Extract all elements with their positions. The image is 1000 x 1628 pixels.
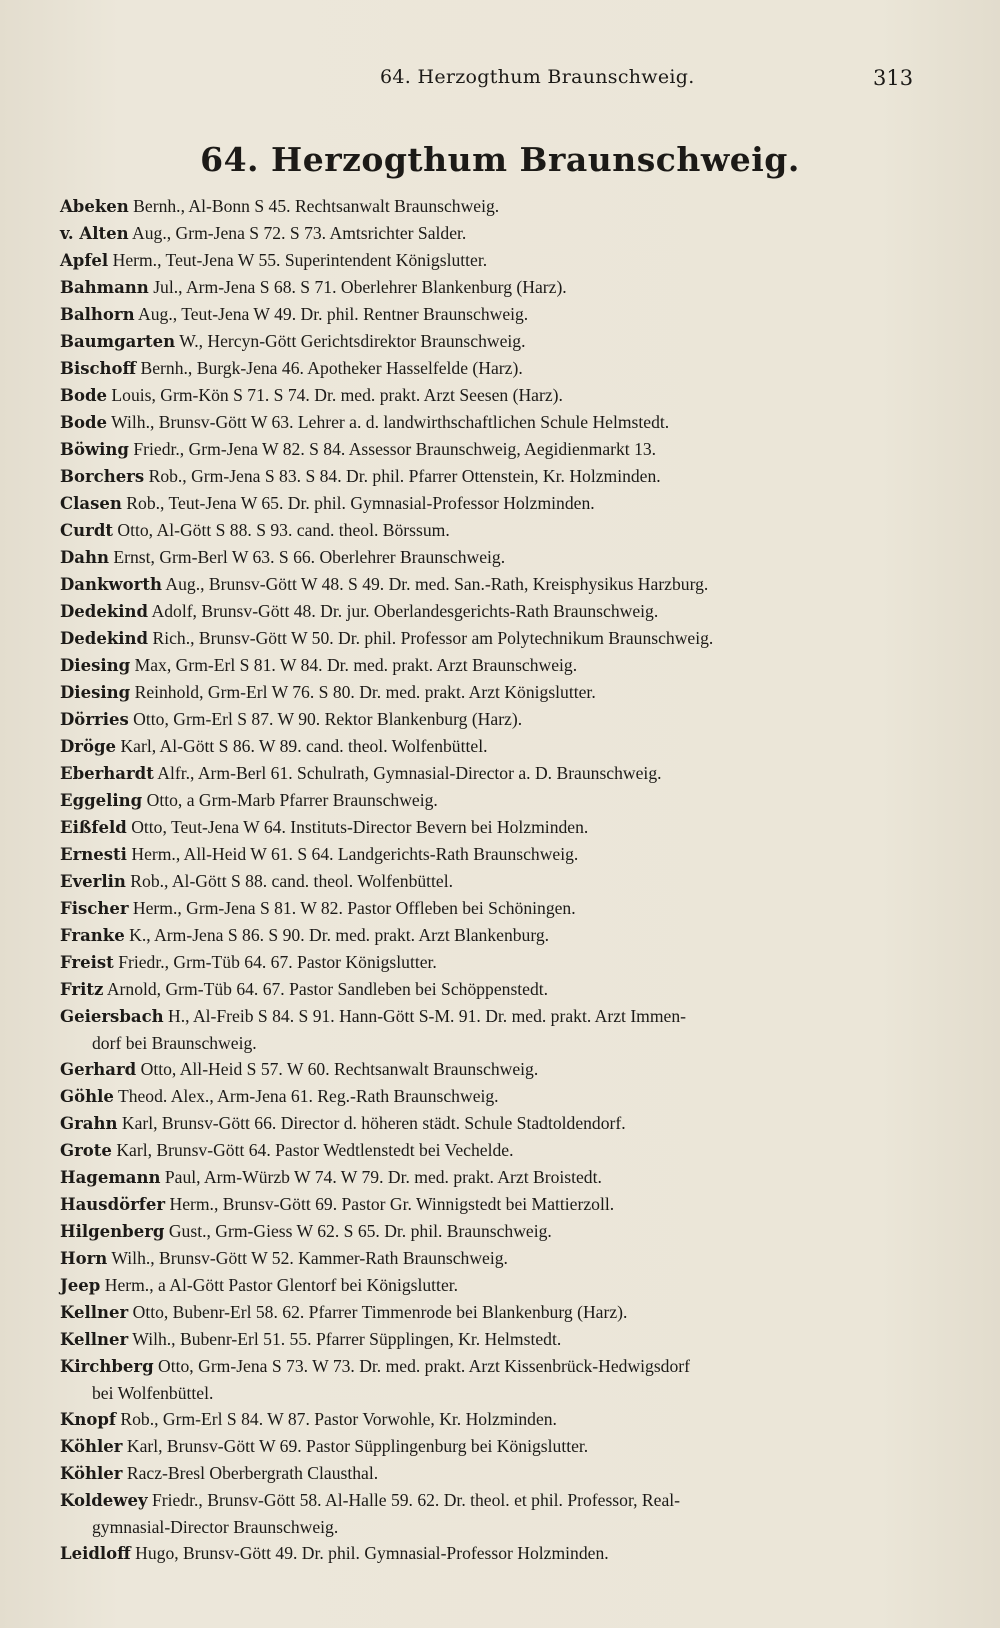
entry-text: Karl, Al-Gött S 86. W 89. cand. theol. Wolfenbüttel.: [120, 736, 488, 756]
entry-text: Hugo, Brunsv-Gött 49. Dr. phil. Gymnasial-Professor Holzminden.: [135, 1543, 609, 1563]
entry-name: Dedekind: [60, 629, 149, 648]
list-item: [60, 841, 930, 868]
entry-name: Knopf: [60, 1410, 116, 1429]
entry-text: Otto, a Grm-Marb Pfarrer Braunschweig.: [146, 790, 438, 810]
list-item: [60, 1299, 930, 1326]
entry-text: Rob., Al-Gött S 88. cand. theol. Wolfenbüttel.: [130, 871, 454, 891]
entry-text: Ernst, Grm-Berl W 63. S 66. Oberlehrer Braunschweig.: [113, 547, 506, 567]
entry-name: Horn: [60, 1249, 108, 1268]
list-item: [60, 490, 930, 517]
entry-text: Adolf, Brunsv-Gött 48. Dr. jur. Oberlandesgerichts-Rath Braunschweig.: [151, 601, 659, 621]
entry-text: Herm., Teut-Jena W 55. Superintendent Königslutter.: [112, 250, 488, 270]
entry-name: Dahn: [60, 548, 109, 567]
entry-text: Jul., Arm-Jena S 68. S 71. Oberlehrer Blankenburg (Harz).: [153, 277, 567, 297]
entry-name: Fischer: [60, 899, 129, 918]
list-item: [60, 1137, 930, 1164]
entry-text: Friedr., Brunsv-Gött 58. Al-Halle 59. 62. Dr. theol. et phil. Professor, Real-: [151, 1490, 681, 1510]
list-item: [60, 1406, 930, 1433]
entry-text: Aug., Brunsv-Gött W 48. S 49. Dr. med. San.-Rath, Kreisphysikus Harzburg.: [165, 574, 709, 594]
entry-text: Wilh., Bubenr-Erl 51. 55. Pfarrer Süpplingen, Kr. Helmstedt.: [132, 1329, 562, 1349]
entry-text: Otto, Al-Gött S 88. S 93. cand. theol. Börssum.: [117, 520, 450, 540]
entry-text: Rob., Teut-Jena W 65. Dr. phil. Gymnasial-Professor Holzminden.: [126, 493, 595, 513]
list-item: [60, 355, 930, 382]
entry-name: Gerhard: [60, 1060, 137, 1079]
list-item: [60, 868, 930, 895]
entry-name: Köhler: [60, 1464, 123, 1483]
list-item: [60, 220, 930, 247]
entry-name: Clasen: [60, 494, 122, 513]
list-item: [60, 274, 930, 301]
list-item: [60, 517, 930, 544]
entry-name: Abeken: [60, 197, 129, 216]
entry-text: Karl, Brunsv-Gött 66. Director d. höheren städt. Schule Stadtoldendorf.: [121, 1113, 626, 1133]
list-item: [60, 679, 930, 706]
entry-text: Reinhold, Grm-Erl W 76. S 80. Dr. med. prakt. Arzt Königslutter.: [134, 682, 596, 702]
entry-name: Dröge: [60, 737, 117, 756]
entry-text: Paul, Arm-Würzb W 74. W 79. Dr. med. prakt. Arzt Broistedt.: [164, 1167, 602, 1187]
entry-text: Alfr., Arm-Berl 61. Schulrath, Gymnasial-Director a. D. Braunschweig.: [157, 763, 662, 783]
entry-name: Everlin: [60, 872, 126, 891]
entry-text: Rich., Brunsv-Gött W 50. Dr. phil. Professor am Polytechnikum Braunschweig.: [152, 628, 714, 648]
entry-text: Bernh., Al-Bonn S 45. Rechtsanwalt Braunschweig.: [133, 196, 500, 216]
entry-name: Geiersbach: [60, 1007, 164, 1026]
running-head: [0, 66, 1000, 96]
entry-text: Otto, Grm-Erl S 87. W 90. Rektor Blankenburg (Harz).: [133, 709, 523, 729]
entry-name: Franke: [60, 926, 125, 945]
list-item: [60, 949, 930, 976]
entry-name: Koldewey: [60, 1491, 148, 1510]
entry-name: Dedekind: [60, 602, 149, 621]
entry-text: Wilh., Brunsv-Gött W 63. Lehrer a. d. landwirthschaftlichen Schule Helmstedt.: [111, 412, 670, 432]
entry-name: Bahmann: [60, 278, 149, 297]
list-item: [60, 706, 930, 733]
entry-text: Otto, Teut-Jena W 64. Instituts-Director Bevern bei Holzminden.: [131, 817, 589, 837]
list-item: [60, 814, 930, 841]
list-item: [60, 1056, 930, 1083]
list-item: [60, 382, 930, 409]
entry-text: H., Al-Freib S 84. S 91. Hann-Gött S-M. 91. Dr. med. prakt. Arzt Immen-: [168, 1006, 687, 1026]
list-item: [60, 193, 930, 220]
entry-name: Apfel: [60, 251, 109, 270]
list-item: [60, 1003, 930, 1056]
entry-text: Aug., Grm-Jena S 72. S 73. Amtsrichter Salder.: [132, 223, 467, 243]
entry-text: Wilh., Brunsv-Gött W 52. Kammer-Rath Braunschweig.: [111, 1248, 508, 1268]
entry-name: Bischoff: [60, 359, 137, 378]
list-item: [60, 733, 930, 760]
entry-continuation: dorf bei Braunschweig.: [92, 1033, 257, 1053]
entry-text: Otto, Grm-Jena S 73. W 73. Dr. med. prakt. Arzt Kissenbrück-Hedwigsdorf: [158, 1356, 690, 1376]
entry-text: Gust., Grm-Giess W 62. S 65. Dr. phil. Braunschweig.: [168, 1221, 552, 1241]
entry-text: Herm., Brunsv-Gött 69. Pastor Gr. Winnigstedt bei Mattierzoll.: [169, 1194, 615, 1214]
entry-name: Ernesti: [60, 845, 127, 864]
list-item: [60, 1083, 930, 1110]
entry-text: Louis, Grm-Kön S 71. S 74. Dr. med. prakt. Arzt Seesen (Harz).: [111, 385, 563, 405]
entry-name: Eberhardt: [60, 764, 154, 783]
entry-name: Diesing: [60, 656, 131, 675]
entry-text: Karl, Brunsv-Gött W 69. Pastor Süpplingenburg bei Königslutter.: [126, 1436, 589, 1456]
entry-name: Diesing: [60, 683, 131, 702]
entry-text: Rob., Grm-Jena S 83. S 84. Dr. phil. Pfarrer Ottenstein, Kr. Holzminden.: [148, 466, 661, 486]
list-item: [60, 976, 930, 1003]
entry-name: Fritz: [60, 980, 104, 999]
list-item: [60, 1272, 930, 1299]
entry-name: Bode: [60, 386, 107, 405]
entry-name: v. Alten: [60, 224, 129, 243]
list-item: [60, 1540, 930, 1567]
list-item: [60, 436, 930, 463]
list-item: [60, 1460, 930, 1487]
entry-name: Leidloff: [60, 1544, 131, 1563]
entry-text: Otto, All-Heid S 57. W 60. Rechtsanwalt Braunschweig.: [140, 1059, 539, 1079]
entry-name: Dankworth: [60, 575, 162, 594]
list-item: [60, 760, 930, 787]
list-item: [60, 571, 930, 598]
entry-name: Freist: [60, 953, 114, 972]
entry-name: Balhorn: [60, 305, 135, 324]
entry-name: Baumgarten: [60, 332, 176, 351]
entry-text: Racz-Bresl Oberbergrath Clausthal.: [126, 1463, 379, 1483]
entry-name: Kirchberg: [60, 1357, 154, 1376]
entry-name: Hagemann: [60, 1168, 161, 1187]
entry-name: Köhler: [60, 1437, 123, 1456]
entry-name: Kellner: [60, 1303, 129, 1322]
entry-name: Böwing: [60, 440, 129, 459]
list-item: [60, 1487, 930, 1540]
page-number: 313: [873, 66, 914, 90]
list-item: [60, 598, 930, 625]
entry-name: Hilgenberg: [60, 1222, 165, 1241]
entry-name: Jeep: [60, 1276, 101, 1295]
list-item: [60, 328, 930, 355]
list-item: [60, 625, 930, 652]
list-item: [60, 463, 930, 490]
entry-name: Grote: [60, 1141, 112, 1160]
entry-text: Rob., Grm-Erl S 84. W 87. Pastor Vorwohle, Kr. Holzminden.: [120, 1409, 557, 1429]
entry-continuation: gymnasial-Director Braunschweig.: [92, 1517, 339, 1537]
entry-continuation: bei Wolfenbüttel.: [92, 1383, 214, 1403]
list-item: [60, 409, 930, 436]
list-item: [60, 895, 930, 922]
entry-text: Herm., Grm-Jena S 81. W 82. Pastor Offleben bei Schöningen.: [132, 898, 576, 918]
chapter-title: 64. Herzogthum Braunschweig.: [200, 140, 800, 179]
entry-name: Bode: [60, 413, 107, 432]
list-item: [60, 922, 930, 949]
entry-name: Borchers: [60, 467, 145, 486]
list-item: [60, 1110, 930, 1137]
entry-name: Eißfeld: [60, 818, 127, 837]
list-item: [60, 1164, 930, 1191]
entry-name: Kellner: [60, 1330, 129, 1349]
entry-text: Max, Grm-Erl S 81. W 84. Dr. med. prakt. Arzt Braunschweig.: [134, 655, 578, 675]
entry-list: [60, 193, 930, 1567]
entry-name: Grahn: [60, 1114, 118, 1133]
entry-text: Otto, Bubenr-Erl 58. 62. Pfarrer Timmenrode bei Blankenburg (Harz).: [132, 1302, 628, 1322]
list-item: [60, 1245, 930, 1272]
list-item: [60, 787, 930, 814]
entry-text: Aug., Teut-Jena W 49. Dr. phil. Rentner Braunschweig.: [138, 304, 529, 324]
entry-text: W., Hercyn-Gött Gerichtsdirektor Braunschweig.: [179, 331, 526, 351]
entry-name: Eggeling: [60, 791, 143, 810]
list-item: [60, 1326, 930, 1353]
list-item: [60, 1218, 930, 1245]
list-item: [60, 1353, 930, 1406]
list-item: [60, 544, 930, 571]
list-item: [60, 301, 930, 328]
entry-text: Friedr., Grm-Jena W 82. S 84. Assessor Braunschweig, Aegidienmarkt 13.: [133, 439, 657, 459]
running-head-title: 64. Herzogthum Braunschweig.: [380, 66, 695, 88]
entry-text: Bernh., Burgk-Jena 46. Apotheker Hasselfelde (Harz).: [140, 358, 523, 378]
list-item: [60, 247, 930, 274]
entry-text: Herm., a Al-Gött Pastor Glentorf bei Königslutter.: [104, 1275, 459, 1295]
entry-name: Hausdörfer: [60, 1195, 166, 1214]
entry-text: Karl, Brunsv-Gött 64. Pastor Wedtlenstedt bei Vechelde.: [116, 1140, 514, 1160]
entry-text: K., Arm-Jena S 86. S 90. Dr. med. prakt. Arzt Blankenburg.: [129, 925, 550, 945]
entry-name: Göhle: [60, 1087, 114, 1106]
entry-name: Dörries: [60, 710, 129, 729]
entry-name: Curdt: [60, 521, 113, 540]
list-item: [60, 1433, 930, 1460]
entry-text: Theod. Alex., Arm-Jena 61. Reg.-Rath Braunschweig.: [117, 1086, 499, 1106]
entry-text: Friedr., Grm-Tüb 64. 67. Pastor Königslutter.: [118, 952, 437, 972]
list-item: [60, 652, 930, 679]
list-item: [60, 1191, 930, 1218]
entry-text: Herm., All-Heid W 61. S 64. Landgerichts-Rath Braunschweig.: [131, 844, 579, 864]
entry-text: Arnold, Grm-Tüb 64. 67. Pastor Sandleben bei Schöppenstedt.: [106, 979, 549, 999]
